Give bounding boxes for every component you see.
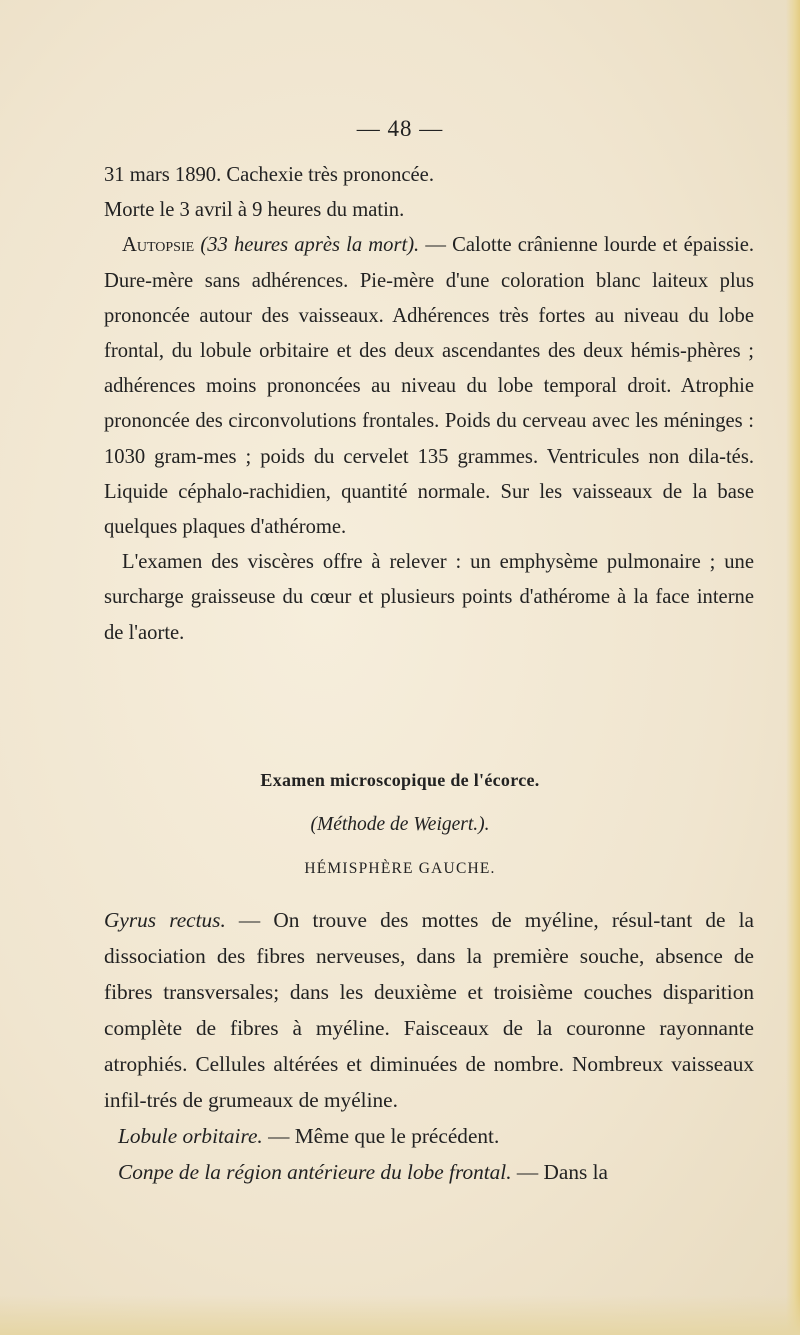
lobule-paragraph (104, 1118, 754, 1154)
lobule-text: — Même que le précédent. (262, 1124, 500, 1148)
death-line: Morte le 3 avril à 9 heures du matin. (104, 199, 405, 222)
page-number: — 48 — (356, 116, 444, 141)
gyrus-paragraph (104, 902, 754, 1118)
coupe-text: — Dans la (511, 1160, 608, 1184)
date-line: 31 mars 1890. Cachexie très prononcée. (104, 164, 434, 186)
hemisphere-heading: HÉMISPHÈRE GAUCHE. (304, 860, 496, 877)
autopsy-body: — Calotte crânienne lourde et épaissie. Dure-mère sans adhérences. Pie-mère d'une coloration blanc laiteux plus prononcée autour des vaisseaux. Adhérences très fortes au niveau du lobe frontal, du lobule orbitaire et des deux ascendantes des deux hémis-phères ; adhérences moins prononcées au niveau du lobe temporal droit. Atrophie prononcée des circonvolutions frontales. Poids du cerveau avec les méninges : 1030 gram-mes ; poids du cervelet 135 grammes. Ventricules non dila-tés. Liquide céphalo-rachidien, quantité normale. Sur les vaisseaux de la base quelques plaques d'athérome. (104, 234, 754, 539)
coupe-label: Conpe de la région antérieure du lobe frontal. (118, 1160, 512, 1184)
coupe-paragraph (104, 1154, 754, 1190)
page-edge-shadow (786, 0, 800, 1335)
gyrus-text: — On trouve des mottes de myéline, résul-tant de la dissociation des fibres nerveuses, dans la première souche, absence de fibres transversales; dans les deuxième et troisième couches disparition complète de fibres à myéline. Faisceaux de la couronne rayonnante atrophiés. Cellules altérées et diminuées de nombre. Nombreux vaisseaux infil-trés de grumeaux de myéline. (104, 908, 754, 1112)
microscopic-text (104, 902, 754, 1190)
method-text: (Méthode de Weigert.). (310, 814, 490, 835)
viscera-paragraph: L'examen des viscères offre à relever : un emphysème pulmonaire ; une surcharge graisseuse du cœur et plusieurs points d'athérome à la face interne de l'aorte. (104, 551, 754, 644)
autopsy-paragraph (104, 228, 754, 545)
gyrus-label: Gyrus rectus. (104, 908, 226, 932)
method-subtitle (0, 814, 800, 836)
lobule-label: Lobule orbitaire. (118, 1124, 263, 1148)
clinical-text (104, 158, 754, 651)
autopsy-time: (33 heures après la mort). (200, 234, 420, 257)
page-bottom-shadow (0, 1295, 800, 1335)
section-title: Examen microscopique de l'écorce. (260, 770, 540, 790)
autopsy-label: Autopsie (122, 234, 195, 257)
